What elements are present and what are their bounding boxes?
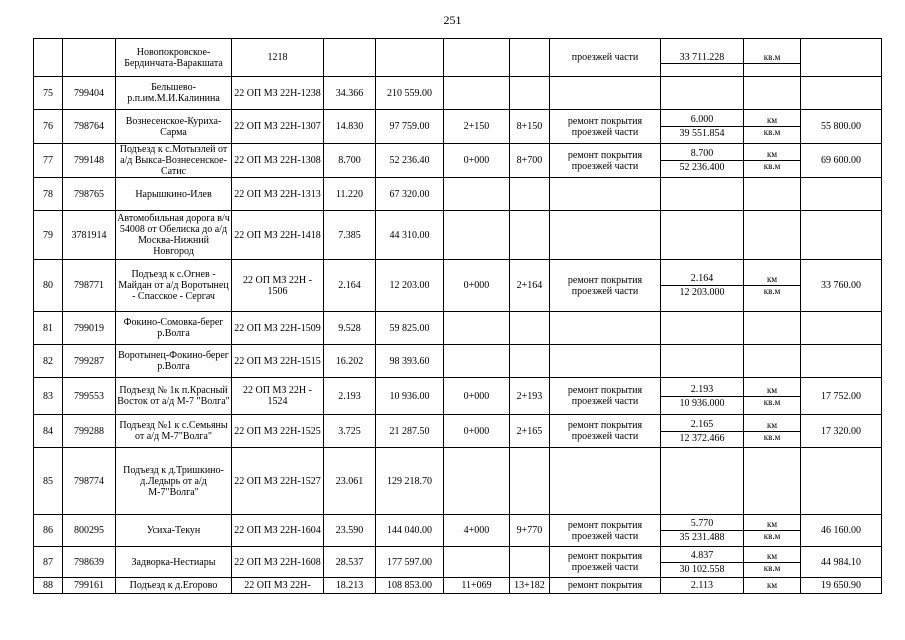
work-type-cell: ремонт покрытия bbox=[550, 578, 661, 594]
unit-stack bbox=[744, 149, 800, 172]
unit-stack bbox=[744, 420, 800, 443]
row-number-cell: 82 bbox=[34, 345, 63, 378]
cost-cell: 177 597.00 bbox=[376, 547, 444, 578]
unit-value: кв.м bbox=[763, 286, 781, 296]
volume-cell bbox=[661, 178, 744, 211]
row-number-cell: 85 bbox=[34, 448, 63, 515]
km-from-cell: 0+000 bbox=[444, 144, 510, 178]
volume-value: 35 231.488 bbox=[679, 532, 725, 543]
unit-cell bbox=[744, 345, 801, 378]
length-cell: 34.366 bbox=[324, 77, 376, 110]
unit-stack bbox=[744, 52, 800, 64]
length-cell: 2.164 bbox=[324, 260, 376, 312]
road-id-cell: 1218 bbox=[232, 39, 324, 77]
km-to-cell bbox=[510, 345, 550, 378]
road-name-cell: Подъезд №1 к с.Семьяны от а/д М-7"Волга" bbox=[116, 415, 232, 448]
table-row bbox=[34, 260, 882, 312]
km-from-cell bbox=[444, 178, 510, 211]
road-name-cell: Подъезд к д.Тришкино-д.Ледырь от а/д М-7"Волга" bbox=[116, 448, 232, 515]
volume-value: 2.113 bbox=[690, 580, 714, 591]
km-to-cell bbox=[510, 211, 550, 260]
volume-value: 5.770 bbox=[661, 518, 743, 531]
row-number-cell: 78 bbox=[34, 178, 63, 211]
unit-value: км bbox=[744, 115, 800, 127]
volume-value: 2.193 bbox=[661, 384, 743, 397]
road-code-cell: 3781914 bbox=[63, 211, 116, 260]
road-code-cell bbox=[63, 39, 116, 77]
row-number-cell: 87 bbox=[34, 547, 63, 578]
road-name-cell: Усиха-Текун bbox=[116, 515, 232, 547]
unit-stack bbox=[744, 115, 800, 138]
length-cell: 2.193 bbox=[324, 378, 376, 415]
cost-cell: 12 203.00 bbox=[376, 260, 444, 312]
cost-cell: 52 236.40 bbox=[376, 144, 444, 178]
cost-cell: 144 040.00 bbox=[376, 515, 444, 547]
volume-value: 33 711.228 bbox=[661, 52, 743, 64]
length-cell: 3.725 bbox=[324, 415, 376, 448]
amount-cell: 44 984.10 bbox=[801, 547, 882, 578]
unit-stack bbox=[744, 580, 800, 591]
km-to-cell: 2+193 bbox=[510, 378, 550, 415]
unit-cell bbox=[744, 77, 801, 110]
road-code-cell: 799287 bbox=[63, 345, 116, 378]
unit-value: кв.м bbox=[763, 431, 781, 442]
cost-cell: 97 759.00 bbox=[376, 110, 444, 144]
road-code-cell: 799404 bbox=[63, 77, 116, 110]
road-code-cell: 798771 bbox=[63, 260, 116, 312]
road-code-cell: 798765 bbox=[63, 178, 116, 211]
work-type-cell: ремонт покрытия проезжей части bbox=[550, 547, 661, 578]
row-number-cell bbox=[34, 39, 63, 77]
work-type-cell: ремонт покрытия проезжей части bbox=[550, 144, 661, 178]
work-type-cell: проезжей части bbox=[550, 39, 661, 77]
unit-value: кв.м bbox=[763, 161, 781, 171]
unit-cell bbox=[744, 211, 801, 260]
road-id-cell: 22 ОП МЗ 22Н-1308 bbox=[232, 144, 324, 178]
cost-cell: 108 853.00 bbox=[376, 578, 444, 594]
road-code-cell: 800295 bbox=[63, 515, 116, 547]
volume-cell bbox=[661, 144, 744, 178]
cost-cell: 129 218.70 bbox=[376, 448, 444, 515]
road-name-cell: Вознесенское-Куриха-Сарма bbox=[116, 110, 232, 144]
cost-cell: 59 825.00 bbox=[376, 312, 444, 345]
road-id-cell: 22 ОП МЗ 22Н-1509 bbox=[232, 312, 324, 345]
volume-value: 2.164 bbox=[661, 273, 743, 286]
length-cell: 28.537 bbox=[324, 547, 376, 578]
length-cell: 7.385 bbox=[324, 211, 376, 260]
km-to-cell: 8+700 bbox=[510, 144, 550, 178]
km-from-cell bbox=[444, 547, 510, 578]
table-row bbox=[34, 312, 882, 345]
row-number-cell: 86 bbox=[34, 515, 63, 547]
unit-value: км bbox=[744, 551, 800, 563]
volume-cell bbox=[661, 77, 744, 110]
km-to-cell: 2+164 bbox=[510, 260, 550, 312]
road-name-cell: Воротынец-Фокино-берег р.Волга bbox=[116, 345, 232, 378]
km-from-cell bbox=[444, 345, 510, 378]
km-from-cell: 0+000 bbox=[444, 260, 510, 312]
km-to-cell: 8+150 bbox=[510, 110, 550, 144]
work-type-cell: ремонт покрытия проезжей части bbox=[550, 110, 661, 144]
row-number-cell: 77 bbox=[34, 144, 63, 178]
unit-stack bbox=[744, 551, 800, 574]
road-name-cell: Автомобильная дорога в/ч 54008 от Обелиска до а/д Москва-Нижний Новгород bbox=[116, 211, 232, 260]
volume-value: 30 102.558 bbox=[679, 563, 725, 575]
roads-table bbox=[33, 38, 882, 594]
table-row bbox=[34, 578, 882, 594]
amount-cell: 69 600.00 bbox=[801, 144, 882, 178]
road-name-cell: Нарышкино-Илев bbox=[116, 178, 232, 211]
road-id-cell: 22 ОП МЗ 22Н-1515 bbox=[232, 345, 324, 378]
work-type-cell bbox=[550, 345, 661, 378]
length-cell: 8.700 bbox=[324, 144, 376, 178]
length-cell: 9.528 bbox=[324, 312, 376, 345]
table-row bbox=[34, 178, 882, 211]
volume-value: 39 551.854 bbox=[679, 128, 725, 139]
row-number-cell: 80 bbox=[34, 260, 63, 312]
work-type-cell bbox=[550, 211, 661, 260]
road-id-cell: 22 ОП МЗ 22Н-1608 bbox=[232, 547, 324, 578]
unit-cell bbox=[744, 547, 801, 578]
km-to-cell bbox=[510, 312, 550, 345]
table-row bbox=[34, 110, 882, 144]
amount-cell bbox=[801, 178, 882, 211]
volume-value: 6.000 bbox=[661, 114, 743, 127]
road-id-cell: 22 ОП МЗ 22Н - 1524 bbox=[232, 378, 324, 415]
table-row bbox=[34, 378, 882, 415]
cost-cell: 210 559.00 bbox=[376, 77, 444, 110]
volume-stack bbox=[661, 384, 743, 409]
km-to-cell: 9+770 bbox=[510, 515, 550, 547]
cost-cell: 10 936.00 bbox=[376, 378, 444, 415]
cost-cell: 21 287.50 bbox=[376, 415, 444, 448]
work-type-cell bbox=[550, 77, 661, 110]
table-row bbox=[34, 77, 882, 110]
row-number-cell: 75 bbox=[34, 77, 63, 110]
unit-cell bbox=[744, 578, 801, 594]
volume-value: 10 936.000 bbox=[679, 397, 725, 409]
volume-stack bbox=[661, 550, 743, 575]
km-to-cell bbox=[510, 448, 550, 515]
km-from-cell: 2+150 bbox=[444, 110, 510, 144]
volume-stack bbox=[661, 52, 743, 64]
unit-cell bbox=[744, 39, 801, 77]
amount-cell: 33 760.00 bbox=[801, 260, 882, 312]
length-cell: 16.202 bbox=[324, 345, 376, 378]
work-type-cell: ремонт покрытия проезжей части bbox=[550, 515, 661, 547]
road-code-cell: 799553 bbox=[63, 378, 116, 415]
unit-cell bbox=[744, 110, 801, 144]
row-number-cell: 83 bbox=[34, 378, 63, 415]
km-from-cell: 0+000 bbox=[444, 378, 510, 415]
volume-stack bbox=[661, 580, 743, 591]
unit-value: кв.м bbox=[763, 396, 781, 407]
volume-cell bbox=[661, 547, 744, 578]
table-row bbox=[34, 211, 882, 260]
road-code-cell: 798774 bbox=[63, 448, 116, 515]
road-code-cell: 799148 bbox=[63, 144, 116, 178]
amount-cell bbox=[801, 345, 882, 378]
volume-cell bbox=[661, 515, 744, 547]
km-from-cell bbox=[444, 448, 510, 515]
volume-value: 12 372.466 bbox=[679, 432, 725, 444]
unit-cell bbox=[744, 312, 801, 345]
cost-cell bbox=[376, 39, 444, 77]
road-name-cell: Фокино-Сомовка-берег р.Волга bbox=[116, 312, 232, 345]
unit-stack bbox=[744, 385, 800, 408]
road-id-cell: 22 ОП МЗ 22Н- bbox=[232, 578, 324, 594]
km-to-cell bbox=[510, 39, 550, 77]
unit-cell bbox=[744, 515, 801, 547]
row-number-cell: 81 bbox=[34, 312, 63, 345]
volume-cell bbox=[661, 345, 744, 378]
table-row bbox=[34, 39, 882, 77]
row-number-cell: 84 bbox=[34, 415, 63, 448]
volume-stack bbox=[661, 518, 743, 543]
cost-cell: 98 393.60 bbox=[376, 345, 444, 378]
km-to-cell bbox=[510, 547, 550, 578]
volume-cell bbox=[661, 378, 744, 415]
unit-value: км bbox=[766, 580, 778, 590]
row-number-cell: 76 bbox=[34, 110, 63, 144]
amount-cell bbox=[801, 77, 882, 110]
unit-cell bbox=[744, 415, 801, 448]
volume-value: 2.165 bbox=[661, 419, 743, 432]
road-id-cell: 22 ОП МЗ 22Н-1238 bbox=[232, 77, 324, 110]
length-cell: 14.830 bbox=[324, 110, 376, 144]
amount-cell: 55 800.00 bbox=[801, 110, 882, 144]
unit-value: км bbox=[744, 274, 800, 286]
row-number-cell: 79 bbox=[34, 211, 63, 260]
volume-stack bbox=[661, 114, 743, 139]
amount-cell: 46 160.00 bbox=[801, 515, 882, 547]
km-from-cell bbox=[444, 77, 510, 110]
unit-cell bbox=[744, 260, 801, 312]
cost-cell: 67 320.00 bbox=[376, 178, 444, 211]
km-to-cell: 13+182 bbox=[510, 578, 550, 594]
volume-stack bbox=[661, 419, 743, 444]
volume-stack bbox=[661, 148, 743, 173]
table-row bbox=[34, 448, 882, 515]
page-number: 251 bbox=[443, 13, 462, 27]
unit-cell bbox=[744, 378, 801, 415]
road-name-cell: Подъезд к д.Егорово bbox=[116, 578, 232, 594]
km-from-cell: 0+000 bbox=[444, 415, 510, 448]
unit-value: кв.м bbox=[744, 52, 800, 64]
km-from-cell bbox=[444, 39, 510, 77]
km-from-cell bbox=[444, 312, 510, 345]
table-row bbox=[34, 515, 882, 547]
amount-cell bbox=[801, 211, 882, 260]
road-name-cell: Задворка-Нестиары bbox=[116, 547, 232, 578]
road-id-cell: 22 ОП МЗ 22Н-1313 bbox=[232, 178, 324, 211]
amount-cell: 19 650.90 bbox=[801, 578, 882, 594]
road-code-cell: 798639 bbox=[63, 547, 116, 578]
volume-cell bbox=[661, 448, 744, 515]
unit-value: кв.м bbox=[763, 127, 781, 137]
road-code-cell: 799019 bbox=[63, 312, 116, 345]
km-to-cell bbox=[510, 178, 550, 211]
work-type-cell: ремонт покрытия проезжей части bbox=[550, 260, 661, 312]
unit-value: кв.м bbox=[763, 531, 781, 541]
volume-cell bbox=[661, 211, 744, 260]
unit-cell bbox=[744, 448, 801, 515]
volume-value: 12 203.000 bbox=[679, 287, 725, 298]
volume-cell bbox=[661, 578, 744, 594]
volume-cell bbox=[661, 110, 744, 144]
km-to-cell bbox=[510, 77, 550, 110]
unit-value: км bbox=[744, 420, 800, 432]
road-id-cell: 22 ОП МЗ 22Н-1527 bbox=[232, 448, 324, 515]
table-row bbox=[34, 144, 882, 178]
row-number-cell: 88 bbox=[34, 578, 63, 594]
km-from-cell: 4+000 bbox=[444, 515, 510, 547]
unit-stack bbox=[744, 519, 800, 542]
km-from-cell bbox=[444, 211, 510, 260]
length-cell: 23.061 bbox=[324, 448, 376, 515]
work-type-cell bbox=[550, 448, 661, 515]
road-code-cell: 799161 bbox=[63, 578, 116, 594]
unit-value: км bbox=[744, 519, 800, 531]
volume-value: 8.700 bbox=[661, 148, 743, 161]
length-cell: 11.220 bbox=[324, 178, 376, 211]
volume-cell bbox=[661, 260, 744, 312]
road-name-cell: Новопокровское-Бердинчата-Варакшата bbox=[116, 39, 232, 77]
road-id-cell: 22 ОП МЗ 22Н-1418 bbox=[232, 211, 324, 260]
work-type-cell bbox=[550, 312, 661, 345]
table-row bbox=[34, 345, 882, 378]
work-type-cell: ремонт покрытия проезжей части bbox=[550, 378, 661, 415]
volume-cell bbox=[661, 312, 744, 345]
volume-cell bbox=[661, 415, 744, 448]
cost-cell: 44 310.00 bbox=[376, 211, 444, 260]
table-row bbox=[34, 415, 882, 448]
road-id-cell: 22 ОП МЗ 22Н-1525 bbox=[232, 415, 324, 448]
volume-value: 4.837 bbox=[661, 550, 743, 563]
unit-value: км bbox=[744, 149, 800, 161]
length-cell: 18.213 bbox=[324, 578, 376, 594]
km-to-cell: 2+165 bbox=[510, 415, 550, 448]
table-row bbox=[34, 547, 882, 578]
work-type-cell: ремонт покрытия проезжей части bbox=[550, 415, 661, 448]
road-code-cell: 798764 bbox=[63, 110, 116, 144]
road-name-cell: Подъезд № 1к п.Красный Восток от а/д М-7 "Волга" bbox=[116, 378, 232, 415]
unit-stack bbox=[744, 274, 800, 297]
unit-cell bbox=[744, 144, 801, 178]
road-id-cell: 22 ОП МЗ 22Н - 1506 bbox=[232, 260, 324, 312]
length-cell: 23.590 bbox=[324, 515, 376, 547]
road-id-cell: 22 ОП МЗ 22Н-1307 bbox=[232, 110, 324, 144]
amount-cell bbox=[801, 448, 882, 515]
length-cell bbox=[324, 39, 376, 77]
amount-cell bbox=[801, 39, 882, 77]
volume-stack bbox=[661, 273, 743, 298]
unit-value: км bbox=[744, 385, 800, 397]
amount-cell bbox=[801, 312, 882, 345]
volume-cell bbox=[661, 39, 744, 77]
unit-value: кв.м bbox=[763, 562, 781, 573]
road-name-cell: Бельшево-р.п.им.М.И.Калинина bbox=[116, 77, 232, 110]
unit-cell bbox=[744, 178, 801, 211]
road-name-cell: Подъезд к с.Мотызлей от а/д Выкса-Вознесенское-Сатис bbox=[116, 144, 232, 178]
km-from-cell: 11+069 bbox=[444, 578, 510, 594]
road-id-cell: 22 ОП МЗ 22Н-1604 bbox=[232, 515, 324, 547]
work-type-cell bbox=[550, 178, 661, 211]
amount-cell: 17 752.00 bbox=[801, 378, 882, 415]
volume-value: 52 236.400 bbox=[679, 162, 725, 173]
amount-cell: 17 320.00 bbox=[801, 415, 882, 448]
road-code-cell: 799288 bbox=[63, 415, 116, 448]
road-name-cell: Подъезд к с.Огнев - Майдан от а/д Воротынец - Спасское - Сергач bbox=[116, 260, 232, 312]
